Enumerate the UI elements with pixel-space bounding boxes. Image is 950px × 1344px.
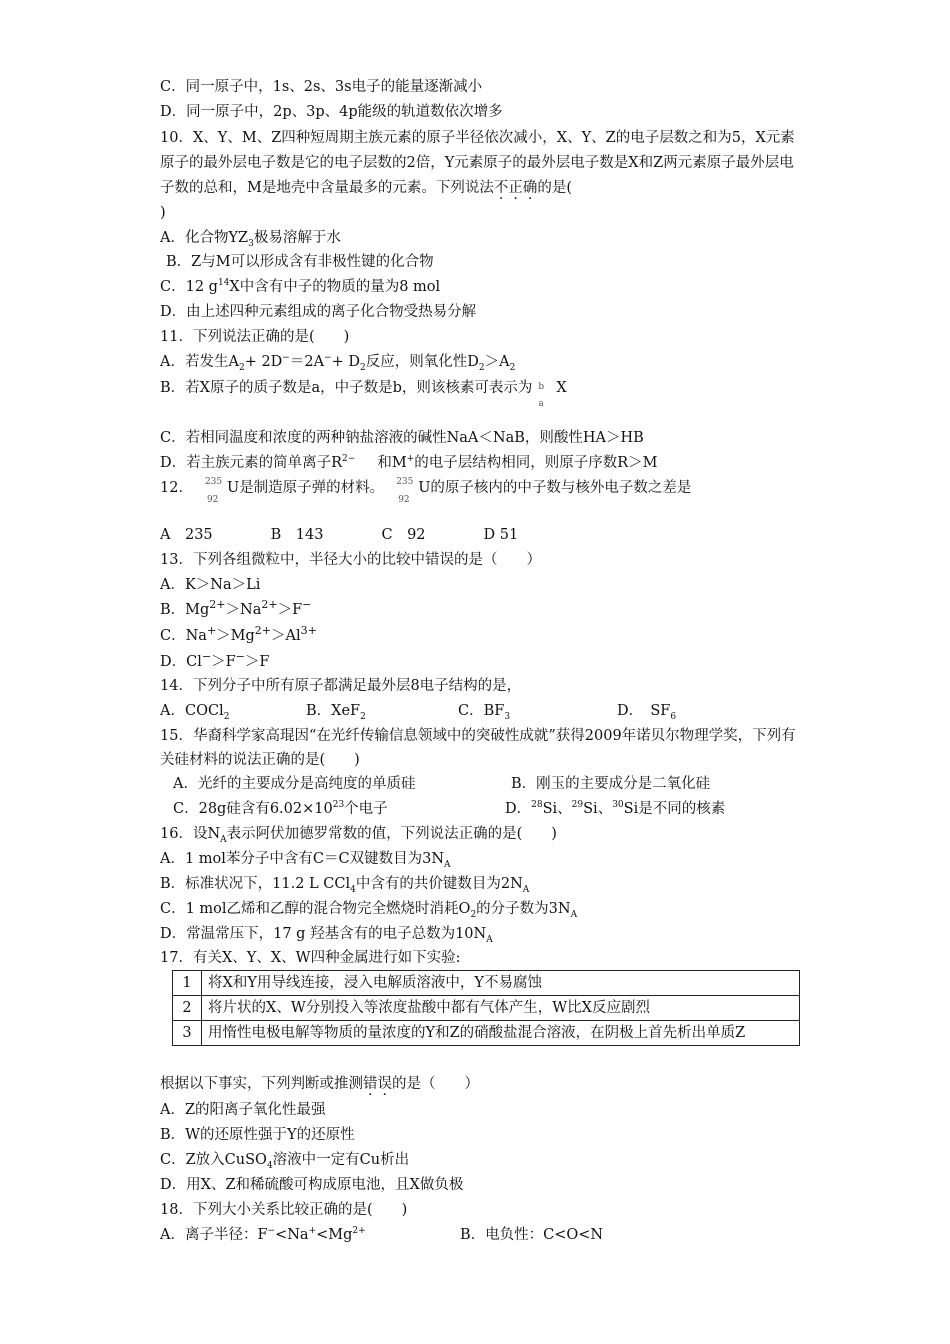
question-15: 15．华裔科学家高琨因“在光纤传输信息领域中的突破性成就”获得2009年诺贝尔物理学奖，下列有关硅材料的说法正确的是( ) bbox=[160, 728, 796, 768]
q14-option-c: C．$BF_3$ bbox=[458, 703, 511, 722]
q10-option-d: D．由上述四种元素组成的离子化合物受热易分解 bbox=[160, 304, 477, 320]
q13-option-b: B．$Mg^{2+}>Na^{2+}>F^-$ bbox=[160, 598, 312, 618]
q17-option-b: B．W的还原性强于Y的还原性 bbox=[160, 1127, 355, 1143]
q15-option-c: C．28g硅含有$6.02\times 10^{23}$个电子 bbox=[173, 800, 388, 817]
question-11: 11．下列说法正确的是( ) bbox=[160, 329, 350, 345]
question-10: 10．X、Y、M、Z四种短周期主族元素的原子半径依次减小，X、Y、Z的电子层数之和为5，X元素原子的最外层电子数是它的电子层数的2倍，Y元素原子的最外层电子数是X和Z两元素原子最外层电子数的总和，M是地壳中含量最多的元素。下列说法不正确的是( ) bbox=[160, 130, 795, 221]
table-row bbox=[173, 1021, 800, 1046]
table-row bbox=[173, 971, 800, 996]
q15-option-a: A．光纤的主要成分是高纯度的单质硅 bbox=[173, 776, 416, 792]
question-13: 13．下列各组微粒中，半径大小的比较中错误的是（ ） bbox=[160, 552, 541, 568]
q10-option-a: A．化合物$YZ_3$极易溶解于水 bbox=[160, 230, 341, 249]
q12-options: A 235 B 143 C 92 D 51 bbox=[160, 527, 519, 543]
table-cell-text: 用惰性电极电解等物质的量浓度的Y和Z的硝酸盐混合溶液，在阴极上首先析出单质Z bbox=[202, 1021, 800, 1046]
q17-option-c: C．Z放入CuSO$_4$溶液中一定有Cu析出 bbox=[160, 1152, 410, 1171]
question-12: 12． 235 92 U是制造原子弹的材料。 235 92 U的原子核内的中子数与核外电子数之差是 bbox=[160, 477, 692, 505]
table-cell-number: 3 bbox=[173, 1021, 202, 1046]
question-16: 16．设$N_A$表示阿伏加德罗常数的值，下列说法正确的是( ) bbox=[160, 826, 557, 845]
table-cell-number: 2 bbox=[173, 996, 202, 1021]
q9-option-c: C．同一原子中，1s、2s、3s电子的能量逐渐减小 bbox=[160, 79, 483, 95]
q15-option-d: D．$^{28}$Si、$^{29}$Si、$^{30}$Si是不同的核素 bbox=[505, 800, 726, 817]
q15-option-b: B．刚玉的主要成分是二氧化硅 bbox=[511, 776, 711, 792]
q13-option-d: D．Cl−＞F−＞F bbox=[160, 650, 270, 670]
table-cell-text: 将片状的X、W分别投入等浓度盐酸中都有气体产生，W比X反应剧烈 bbox=[202, 996, 800, 1021]
q10-option-b: B．Z与M可以形成含有非极性键的化合物 bbox=[166, 254, 434, 270]
question-17: 17．有关X、Y、X、W四种金属进行如下实验: bbox=[160, 950, 461, 966]
table-row bbox=[173, 996, 800, 1021]
q17-judgement-prompt: 根据以下事实，下列判断或推测错误的是（ ） bbox=[160, 1076, 479, 1092]
q13-option-c: C．$Na^+>Mg^{2+}>Al^{3+}$ bbox=[160, 624, 317, 644]
q11-option-a: A．若发生$A_2+ 2D^-=2A^-+ D_2$反应，则氧化性$D_2>A_2$ bbox=[160, 353, 516, 373]
experiment-table bbox=[172, 970, 800, 1046]
q16-option-c: C．1 mol乙烯和乙醇的混合物完全燃烧时消耗$O_2$的分子数为$3N_A$ bbox=[160, 901, 578, 920]
table-cell-number: 1 bbox=[173, 971, 202, 996]
q17-option-d: D．用X、Z和稀硫酸可构成原电池，且X做负极 bbox=[160, 1177, 464, 1193]
q14-option-b: B．XeF$_2$ bbox=[306, 703, 366, 722]
q11-option-d: D．若主族元素的简单离子$R^{2-}$ 和M+的电子层结构相同，则原子序数R＞M bbox=[160, 454, 658, 471]
q16-option-a: A．1 mol苯分子中含有C＝C双键数目为$3N_A$ bbox=[160, 851, 451, 870]
q16-option-d: D．常温常压下，17 g 羟基含有的电子总数为$10N_A$ bbox=[160, 926, 493, 945]
q14-option-a: A．COCl$_2$ bbox=[160, 703, 230, 722]
q16-option-b: B．标准状况下，11.2 L CCl$_4$中含有的共价键数目为$2N_A$ bbox=[160, 876, 530, 895]
q18-option-a: A．离子半径：$F^-<Na^+<Mg^{2+}$ bbox=[160, 1226, 366, 1243]
question-18: 18．下列大小关系比较正确的是( ) bbox=[160, 1202, 408, 1218]
q17-option-a: A．Z的阳离子氧化性最强 bbox=[160, 1102, 326, 1118]
q10-option-c: C．12 $g^{14}X$中含有中子的物质的量为8 mol bbox=[160, 278, 441, 295]
q11-option-c: C．若相同温度和浓度的两种钠盐溶液的碱性NaA＜NaB，则酸性HA＞HB bbox=[160, 430, 644, 446]
q14-option-d: D． $SF_6$ bbox=[617, 703, 677, 722]
q9-option-d: D．同一原子中，2p、3p、4p能级的轨道数依次增多 bbox=[160, 104, 503, 120]
question-14: 14．下列分子中所有原子都满足最外层8电子结构的是， bbox=[160, 678, 522, 694]
q13-option-a: A．K＞Na＞Li bbox=[160, 577, 261, 593]
table-cell-text: 将X和Y用导线连接，浸入电解质溶液中，Y不易腐蚀 bbox=[202, 971, 800, 996]
q18-option-b: B．电负性：C<O<N bbox=[460, 1227, 604, 1243]
q11-option-b: B．若X原子的质子数是a，中子数是b，则该核素可表示为 b a X bbox=[160, 380, 567, 409]
